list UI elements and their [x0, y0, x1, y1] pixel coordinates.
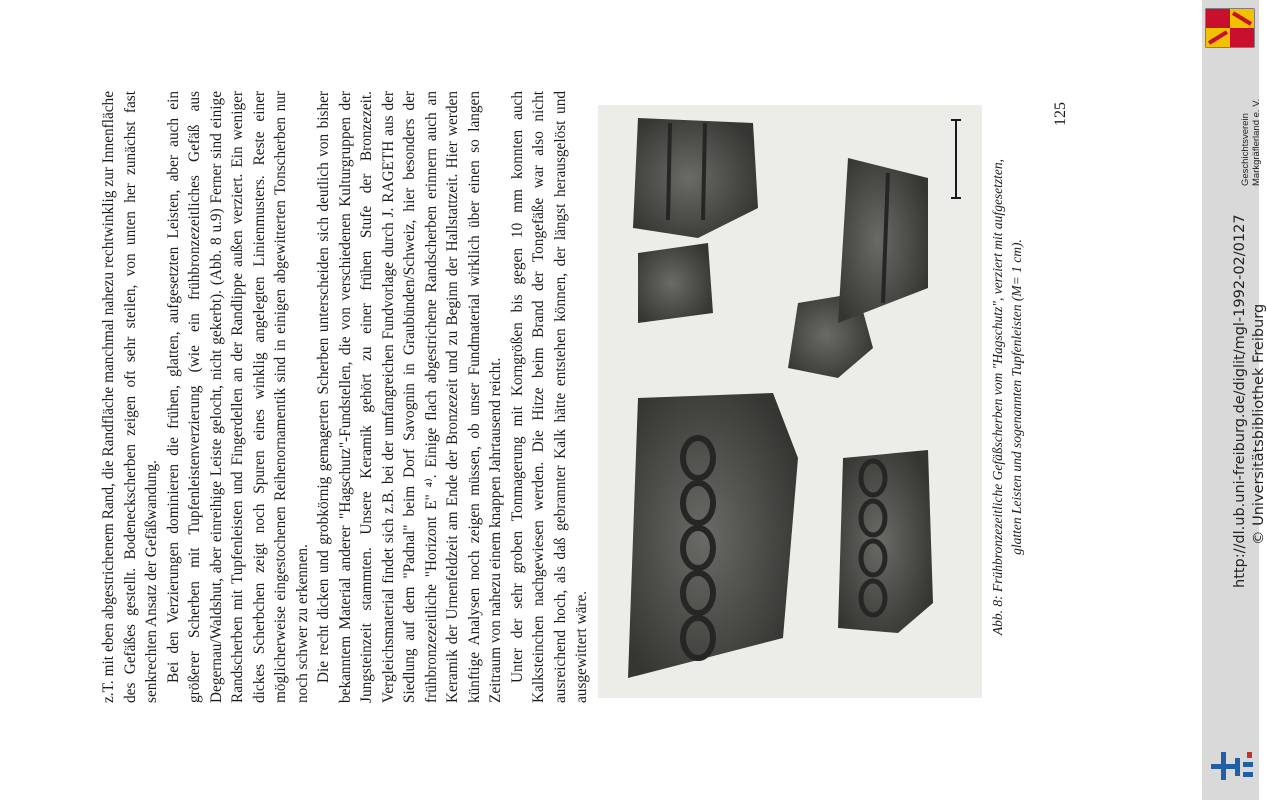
paragraph-4: Unter der sehr groben Tonmagerung mit Korngrößen bis gegen 10 mm konnten auch Kalksteinchen nachgewiesen werden. Die Hitze beim Brand der Tongefäße war also nicht ausreichend hoch, als daß gebrannter Kalk hätte entstehen können, der längst herausgelöst und ausgewittert wäre.: [508, 91, 590, 703]
society-line-1: Geschichtsverein: [1240, 113, 1251, 186]
paragraph-2: Bei den Verzierungen dominieren die frühen, glatten, aufgesetzten Leisten, aber auch ein größerer Scherben mit Tupfenleistenverzierung (wie ein frühbronzezeitliches Gefäß aus Degernau/Waldshut, aber einreihige Leiste gelocht, nicht gekerbt). (Abb. 8 u.9) Ferner sind einige Randscherben mit Tupfenleisten und Fingerdellen an der Randlippe außen verziert. Ein weniger dickes Scherbchen zeigt noch Spuren eines winklig angelegten Linienmusters. Reste einer möglicherweise eingestochenen Reihenornamentik sind in einigen abgewitterten Tonscherben nur noch schwer zu erkennen.: [164, 91, 311, 703]
page-number: 125: [1052, 102, 1069, 126]
document-url-link[interactable]: http://dl.ub.uni-freiburg.de/diglit/mgl-1992-02/0127: [1232, 214, 1248, 588]
society-name: [1240, 99, 1262, 186]
copyright-text: © Universitätsbibliothek Freiburg: [1251, 303, 1267, 545]
society-line-2: Markgräflerland e. V.: [1251, 98, 1262, 186]
body-text: [98, 91, 593, 703]
pottery-sherds-image: [598, 105, 982, 698]
figure-caption: [988, 99, 1026, 695]
caption-line-1: Abb. 8: Frühbronzezeitliche Gefäßscherben vom "Hagschutz", verziert mit aufgesetzten,: [990, 158, 1005, 636]
paragraph-1: z.T. mit eben abgestrichenem Rand, die Randfläche manchmal nahezu rechtwinklig zur Innenfläche des Gefäßes gestellt. Bodeneckscherben zeigen oft sehr steilen, von unten her zunächst fast senkrechten Ansatz der Gefäßwandung.: [100, 91, 160, 703]
caption-line-2: glatten Leisten und sogenannten Tupfenleisten (M= 1 cm).: [1009, 239, 1024, 555]
ub-freiburg-logo-icon[interactable]: [1207, 748, 1257, 784]
sherd-photograph: [598, 105, 982, 698]
paragraph-3: Die recht dicken und grobkörnig gemagerten Scherben unterscheiden sich deutlich von bisher bekanntem Material anderer "Hagschutz"-Fundstellen, die von verschiedenen Kulturgruppen der Jungsteinzeit stammten. Unsere Keramik gehört zu einer frühen Stufe der Bronzezeit. Vergleichsmaterial findet sich z.B. bei der umfangreichen Fundvorlage durch J. RAGETH aus der Siedlung auf dem "Padnal" beim Dorf Savognin in Graubünden/Schweiz, hier besonders der frühbronzezeitliche "Horizont E" ⁴⁾. Einige flach abgestrichene Randscherben erinnern auch an Keramik der Urnenfeldzeit am Ende der Bronzezeit und zu Beginn der Hallstattzeit. Hier werden künftige Analysen noch zeigen müssen, ob unser Fundmaterial wirklich über einen so langen Zeitraum von nahezu einem knappen Jahrtausend reicht.: [315, 91, 504, 703]
coat-of-arms-icon: [1205, 8, 1255, 48]
